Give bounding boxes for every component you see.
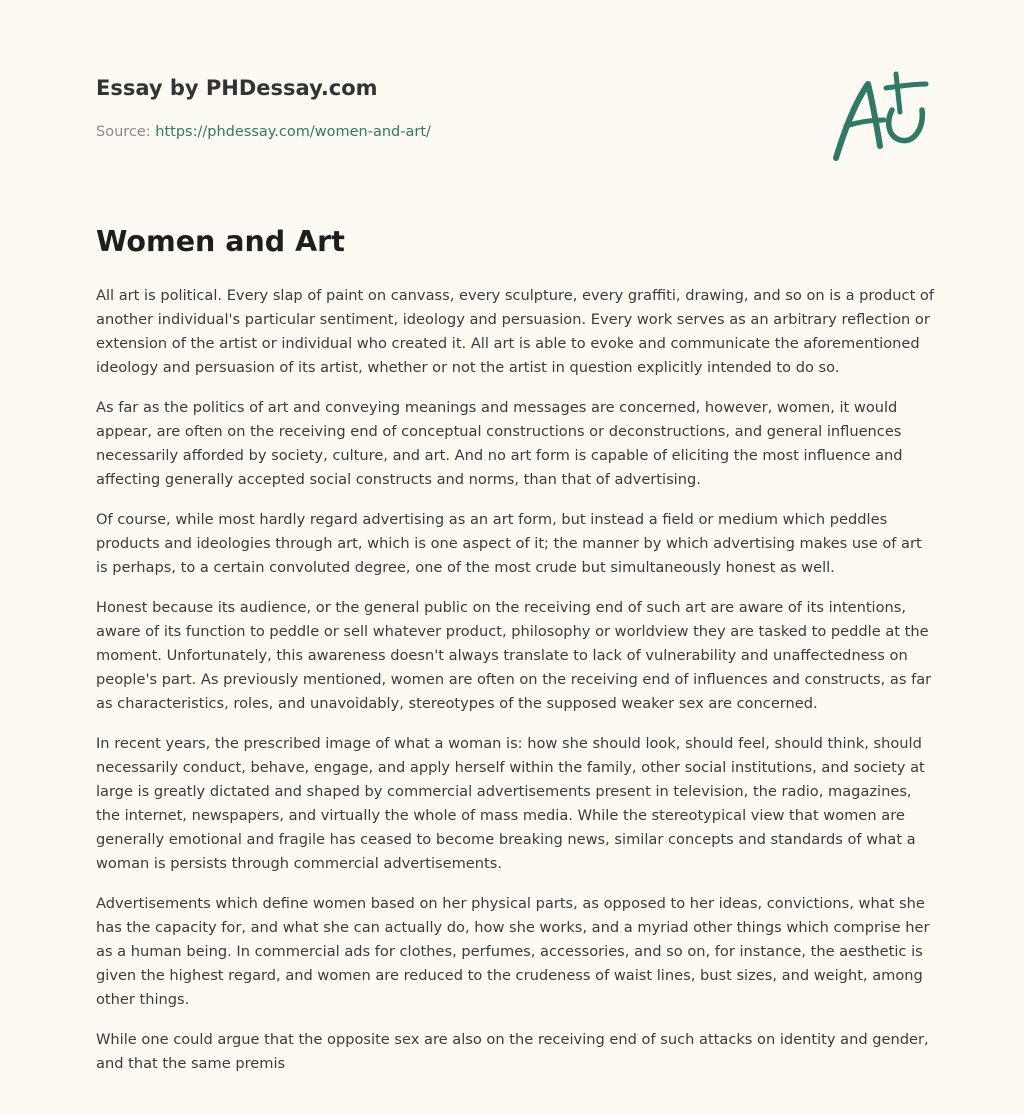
- essay-paragraph: In recent years, the prescribed image of what a woman is: how she should look, should feel, should think, should necessarily conduct, behave, engage, and apply herself within the family, other social institutions, and society at large is greatly dictated and shaped by commercial advertisements present in television, the radio, magazines, the internet, newspapers, and virtually the whole of mass media. While the stereotypical view that women are generally emotional and fragile has ceased to become breaking news, similar concepts and standards of what a woman is persists through commercial advertisements.: [96, 735, 925, 872]
- essay-paragraph: Honest because its audience, or the general public on the receiving end of such art are aware of its intentions, aware of its function to peddle or sell whatever product, philosophy or worldview they are tasked to peddle at the moment. Unfortunately, this awareness doesn't always translate to lack of vulnerability and unaffectedness on people's part. As previously mentioned, women are often on the receiving end of influences and constructs, as far as characteristics, roles, and unavoidably, stereotypes of the supposed weaker sex are concerned.: [96, 599, 932, 712]
- essay-title: Women and Art: [96, 225, 345, 258]
- essay-paragraph: While one could argue that the opposite sex are also on the receiving end of such attacks on identity and gender, and that the same premis: [96, 1031, 929, 1072]
- essay-paragraph: All art is political. Every slap of paint on canvass, every sculpture, every graffiti, drawing, and so on is a product of another individual's particular sentiment, ideology and persuasion. Every work serves as an arbitrary reflection or extension of the artist or individual who created it. All art is able to evoke and communicate the aforementioned ideology and persuasion of its artist, whether or not the artist in question explicitly intended to do so.: [96, 287, 934, 376]
- a-plus-logo-icon: [830, 70, 930, 165]
- source-label: Source:: [96, 124, 156, 140]
- essay-paragraph: Of course, while most hardly regard advertising as an art form, but instead a field or medium which peddles products and ideologies through art, which is one aspect of it; the manner by which advertising makes use of art is perhaps, to a certain convoluted degree, one of the most crude but simultaneously honest as well.: [96, 511, 922, 576]
- source-link[interactable]: https://phdessay.com/women-and-art/: [155, 124, 431, 140]
- essay-paragraph: As far as the politics of art and conveying meanings and messages are concerned, however, women, it would appear, are often on the receiving end of conceptual constructions or deconstructions, and general influences necessarily afforded by society, culture, and art. And no art form is capable of eliciting the most influence and affecting generally accepted social constructs and norms, than that of advertising.: [96, 399, 903, 488]
- essay-body: [96, 284, 936, 1092]
- essay-paragraph: Advertisements which define women based on her physical parts, as opposed to her ideas, convictions, what she has the capacity for, and what she can actually do, how she works, and a myriad other things which comprise her as a human being. In commercial ads for clothes, perfumes, accessories, and so on, for instance, the aesthetic is given the highest regard, and women are reduced to the crudeness of waist lines, bust sizes, and weight, among other things.: [96, 895, 930, 1008]
- header: [96, 0, 928, 200]
- brand-title: Essay by PHDessay.com: [96, 76, 378, 100]
- source-line: [96, 124, 431, 140]
